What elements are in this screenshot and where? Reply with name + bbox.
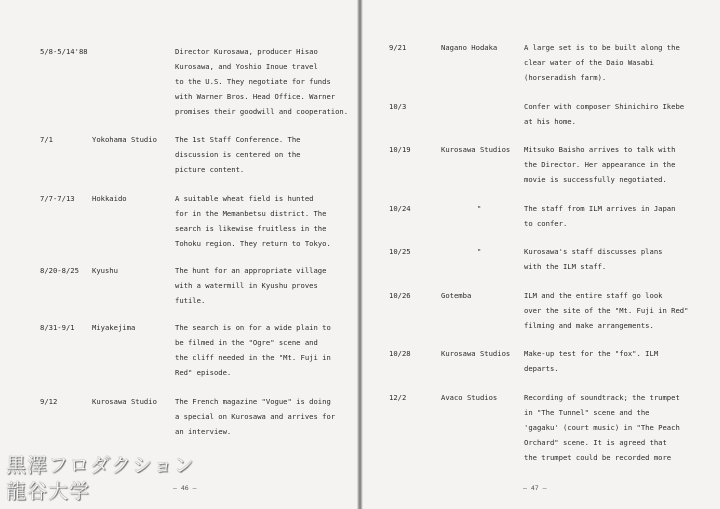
entry-line: in "The Tunnel" scene and the	[524, 408, 650, 417]
entry-text	[175, 320, 355, 380]
entry-text	[524, 99, 704, 129]
entry-line: 'gagaku' (court music) in "The Peach	[524, 423, 680, 432]
entry-line: movie is successfully negotiated.	[524, 175, 667, 184]
entry-line: filming and make arrangements.	[524, 321, 654, 330]
entry-date: 8/20-8/25	[40, 266, 79, 275]
entry-text	[175, 263, 355, 308]
entry-line: with a watermill in Kyushu proves	[175, 281, 318, 290]
entry-line: be filmed in the "Ogre" scene and	[175, 338, 318, 347]
entry-line: the trumpet could be recorded more	[524, 453, 672, 462]
entry-date: 10/3	[389, 102, 407, 111]
entry-line: an interview.	[175, 427, 232, 436]
entry-line: ILM and the entire staff go look	[524, 291, 663, 300]
entry-line: futile.	[175, 296, 206, 305]
entry-line: Kurosawa, and Yoshio Inoue travel	[175, 62, 318, 71]
entry-text	[524, 142, 704, 187]
entry-place: Hokkaido	[92, 194, 127, 203]
entry-date: 10/25	[389, 247, 411, 256]
entry-line: with the ILM staff.	[524, 262, 607, 271]
entry-line: Orchard" scene. It is agreed that	[524, 438, 667, 447]
entry-line: to confer.	[524, 219, 568, 228]
entry-line: departs.	[524, 364, 559, 373]
entry-line: Red" episode.	[175, 368, 232, 377]
entry-place: Kurosawa Studio	[92, 397, 157, 406]
watermark	[6, 452, 195, 504]
entry-text	[175, 191, 355, 251]
entry-line: the cliff needed in the "Mt. Fuji in	[175, 353, 331, 362]
entry-place: Avaco Studios	[441, 393, 498, 402]
entry-line: (horseradish farm).	[524, 73, 607, 82]
entry-line: A suitable wheat field is hunted	[175, 194, 314, 203]
page-number: — 47 —	[523, 484, 547, 492]
entry-date: 7/7-7/13	[40, 194, 75, 203]
entry-place: Kyushu	[92, 266, 118, 275]
entry-line: with Warner Bros. Head Office. Warner	[175, 92, 336, 101]
entry-line: The French magazine "Vogue" is doing	[175, 397, 331, 406]
entry-text	[524, 346, 704, 376]
entry-line: The hunt for an appropriate village	[175, 266, 327, 275]
entry-line: Kurosawa's staff discusses plans	[524, 247, 663, 256]
entry-text	[524, 244, 704, 274]
entry-line: A large set is to be built along the	[524, 43, 680, 52]
entry-line: discussion is centered on the	[175, 150, 301, 159]
entry-place: Kurosawa Studios	[441, 349, 511, 358]
entry-date: 8/31-9/1	[40, 323, 75, 332]
entry-text	[175, 44, 355, 119]
entry-text	[175, 132, 355, 177]
entry-line: Tohoku region. They return to Tokyo.	[175, 239, 331, 248]
entry-line: The 1st Staff Conference. The	[175, 135, 301, 144]
entry-line: Make-up test for the "fox". ILM	[524, 349, 659, 358]
entry-line: promises their goodwill and cooperation.	[175, 107, 349, 116]
entry-line: search is likewise fruitless in the	[175, 224, 327, 233]
entry-place: Kurosawa Studios	[441, 145, 511, 154]
entry-text	[524, 201, 704, 231]
entry-line: picture content.	[175, 165, 245, 174]
entry-date: 5/8-5/14'88	[40, 47, 88, 56]
entry-text	[175, 394, 355, 439]
entry-date: 10/19	[389, 145, 411, 154]
entry-line: for in the Memanbetsu district. The	[175, 209, 327, 218]
page-number: — 46 —	[173, 484, 197, 492]
entry-date: 10/26	[389, 291, 411, 300]
entry-line: to the U.S. They negotiate for funds	[175, 77, 331, 86]
watermark-line: 龍谷大学	[6, 479, 90, 503]
left-page	[0, 0, 358, 509]
entry-place: Nagano Hodaka	[441, 43, 498, 52]
entry-line: The staff from ILM arrives in Japan	[524, 204, 676, 213]
entry-line: a special on Kurosawa and arrives for	[175, 412, 336, 421]
entry-place: "	[477, 204, 482, 213]
entry-text	[524, 288, 704, 333]
entry-line: Director Kurosawa, producer Hisao	[175, 47, 318, 56]
entry-place: Gotemba	[441, 291, 472, 300]
entry-date: 9/12	[40, 397, 58, 406]
entry-date: 7/1	[40, 135, 53, 144]
entry-line: the Director. Her appearance in the	[524, 160, 676, 169]
entry-place: Yokohama Studio	[92, 135, 157, 144]
entry-date: 9/21	[389, 43, 407, 52]
entry-line: Recording of soundtrack; the trumpet	[524, 393, 680, 402]
entry-place: Miyakejima	[92, 323, 136, 332]
entry-line: Mitsuko Baisho arrives to talk with	[524, 145, 676, 154]
entry-line: at his home.	[524, 117, 576, 126]
entry-line: The search is on for a wide plain to	[175, 323, 331, 332]
entry-line: over the site of the "Mt. Fuji in Red"	[524, 306, 689, 315]
entry-date: 10/24	[389, 204, 411, 213]
entry-line: clear water of the Daio Wasabi	[524, 58, 654, 67]
entry-place: "	[477, 247, 482, 256]
watermark-line: 黒澤フロダクション	[6, 453, 195, 477]
right-page	[362, 0, 720, 509]
entry-text	[524, 390, 704, 465]
entry-line: Confer with composer Shinichiro Ikebe	[524, 102, 685, 111]
entry-date: 12/2	[389, 393, 407, 402]
entry-date: 10/28	[389, 349, 411, 358]
entry-text	[524, 40, 704, 85]
